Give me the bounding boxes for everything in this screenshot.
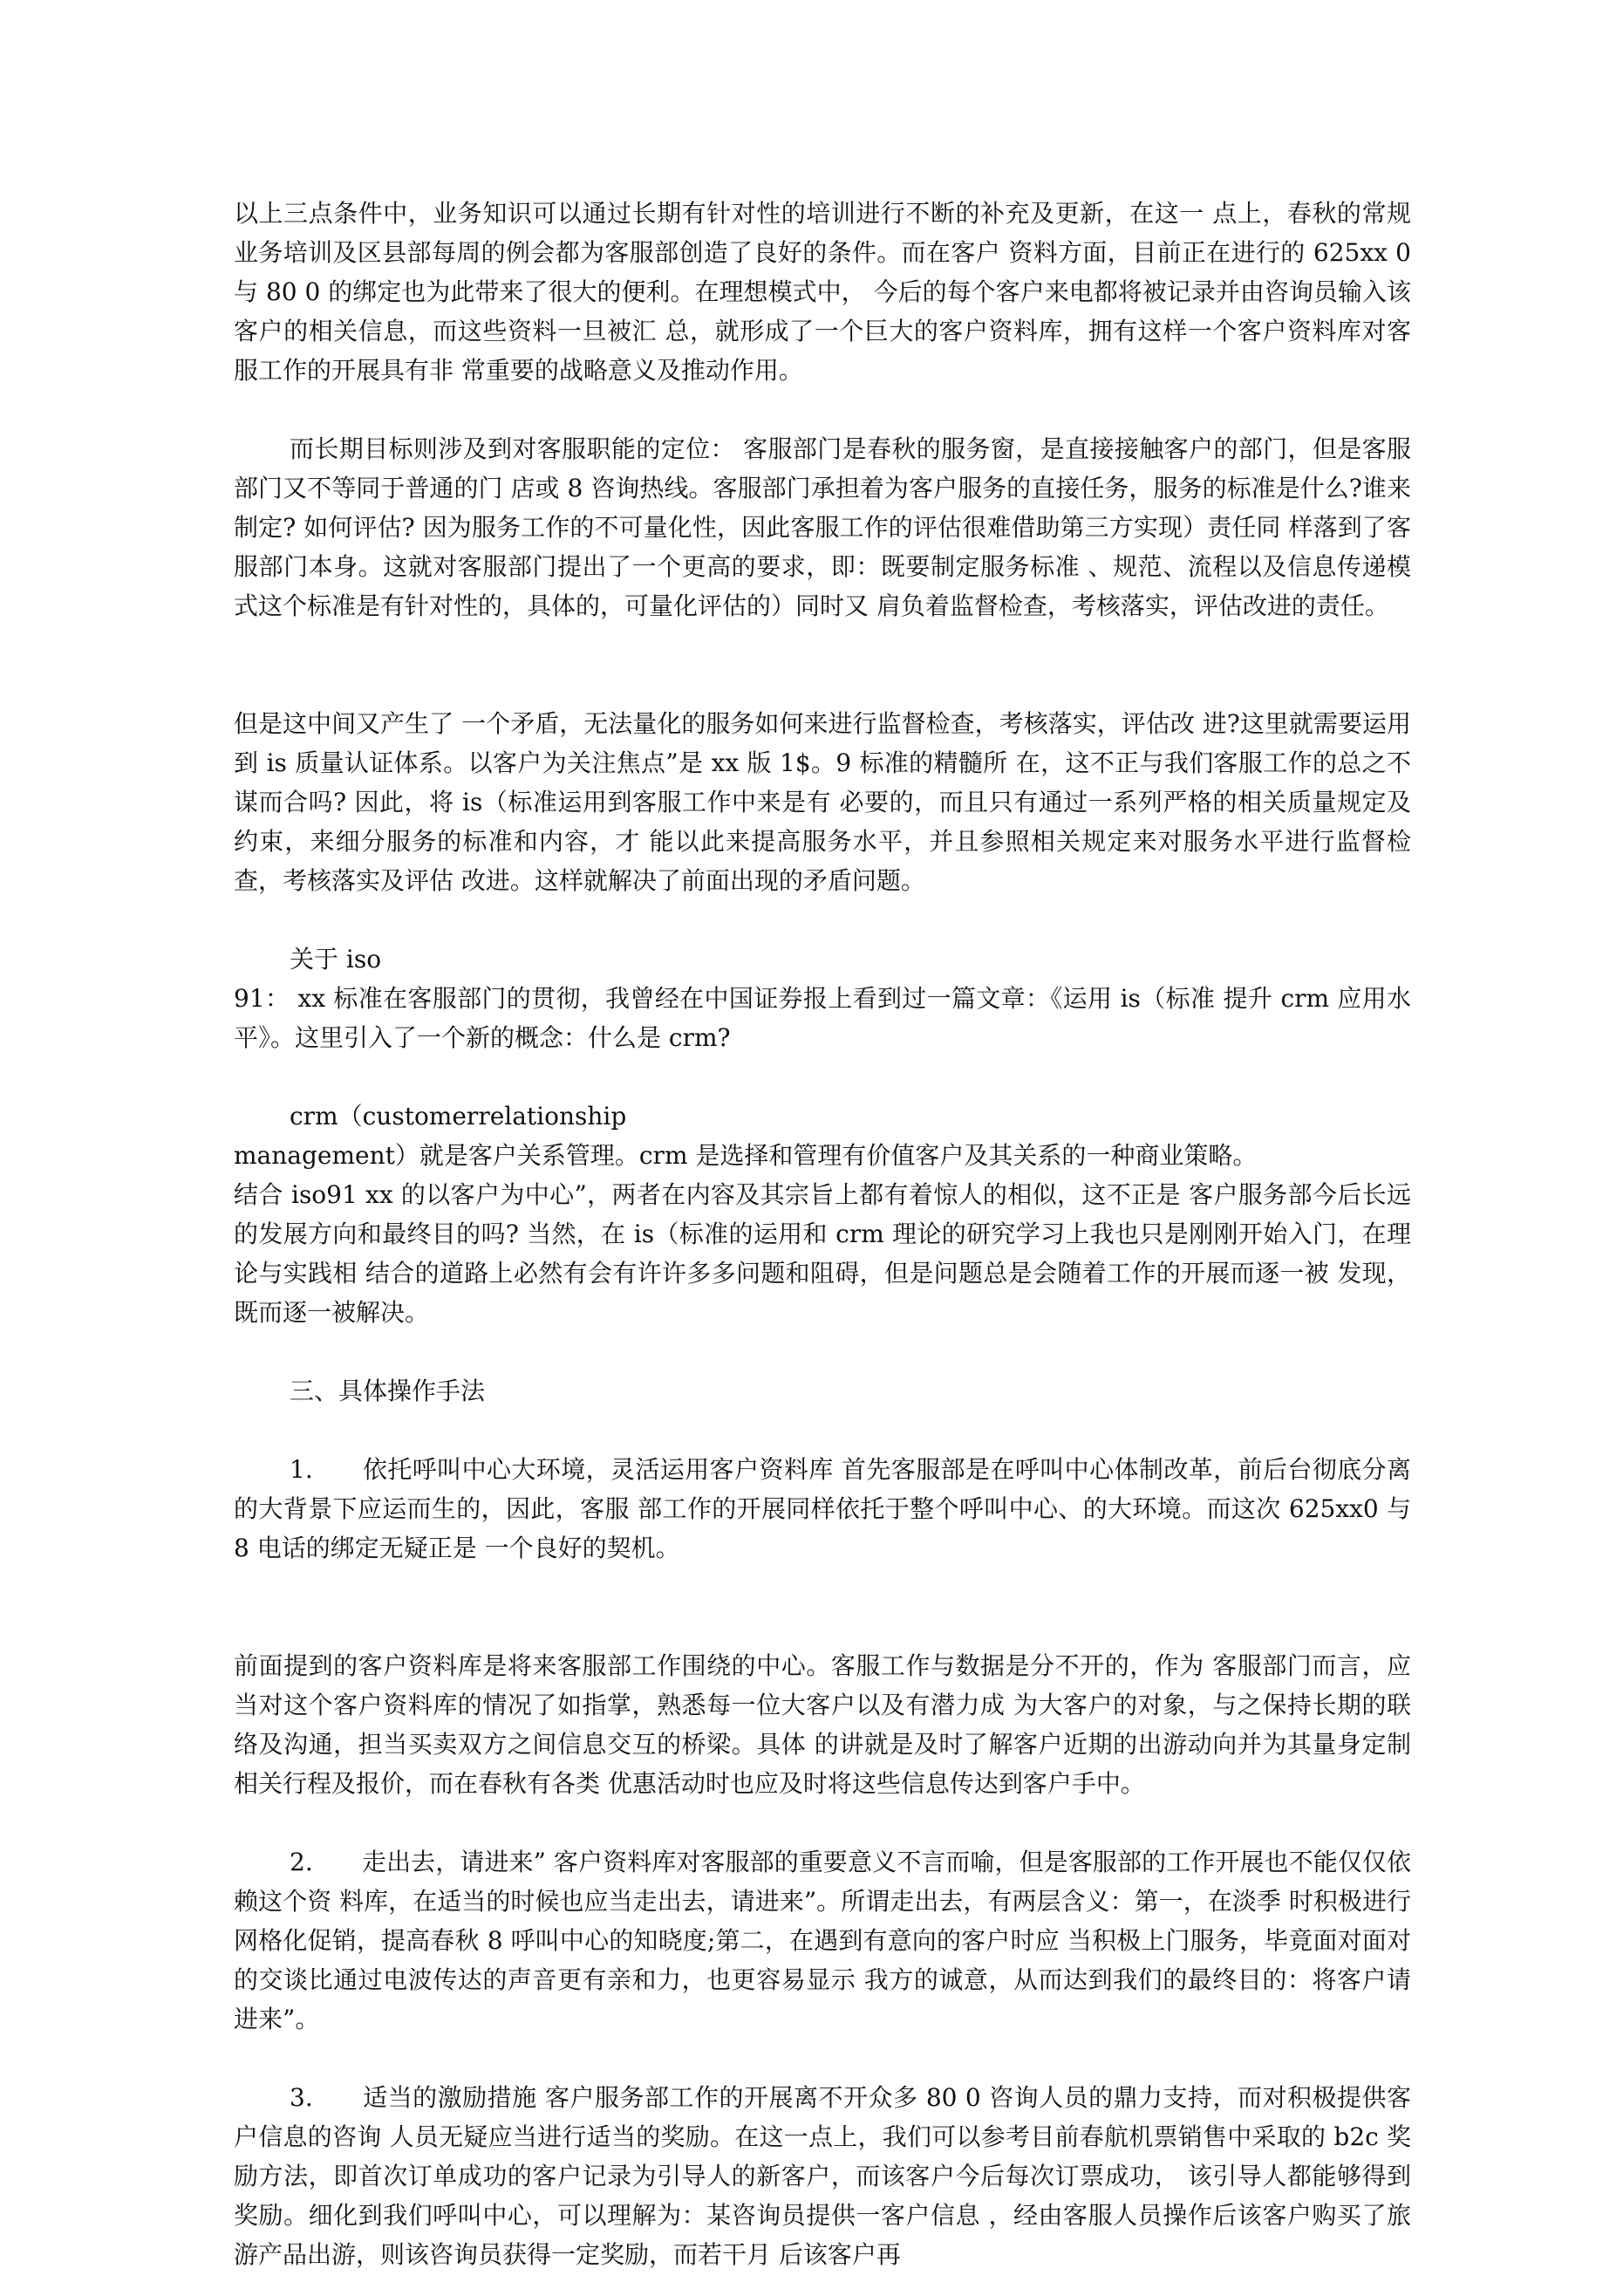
- paragraph-customer-database-conditions: 以上三点条件中，业务知识可以通过长期有针对性的培训进行不断的补充及更新，在这一 点上，春秋的常规业务培训及区县部每周的例会都为客服部创造了良好的条件。而在客户 资料方面，目前正在进行的 625xx 0 与 80 0 的绑定也为此带来了很大的便利。在理想模式中， 今后的每个客户来电都将被记录并由咨询员输入该客户的相关信息，而这些资料一旦被汇 总，就形成了一个巨大的客户资料库，拥有这样一个客户资料库对客服工作的开展具有非 常重要的战略意义及推动作用。: [234, 199, 1411, 385]
- paragraph-line: 关于 iso: [290, 945, 382, 974]
- paragraph-long-term-goal: 而长期目标则涉及到对客服职能的定位： 客服部门是春秋的服务窗，是直接接触客户的部门，但是客服部门又不等同于普通的门 店或 8 咨询热线。客服部门承担着为客户服务的直接任务，服务的标准是什么?谁来制定? 如何评估? 因为服务工作的不可量化性，因此客服工作的评估很难借助第三方实现）责任同 样落到了客服部门本身。这就对客服部门提出了一个更高的要求，即：既要制定服务标准 、规范、流程以及信息传递模式这个标准是有针对性的，具体的，可量化评估的）同时又 肩负着监督检查，考核落实，评估改进的责任。: [234, 434, 1411, 620]
- document-page: [234, 194, 1411, 2274]
- paragraph-line: crm（customerrelationship: [290, 1102, 627, 1131]
- paragraph-crm-definition: [234, 1097, 1411, 1332]
- paragraph-customer-database-center: 前面提到的客户资料库是将来客服部工作围绕的中心。客服工作与数据是分不开的，作为 客服部门而言，应当对这个客户资料库的情况了如指掌，熟悉每一位大客户以及有潜力成 为大客户的对象，与之保持长期的联络及沟通，担当买卖双方之间信息交互的桥梁。具体 的讲就是及时了解客户近期的出游动向并为其量身定制相关行程及报价，而在春秋有各类 优惠活动时也应及时将这些信息传达到客户手中。: [234, 1651, 1411, 1798]
- paragraph-line: management）就是客户关系管理。crm 是选择和管理有价值客户及其关系的一种商业策略。: [234, 1141, 1258, 1170]
- paragraph-about-iso: [234, 940, 1411, 1057]
- paragraph-item-3-incentives: 3. 适当的激励措施 客户服务部工作的开展离不开众多 80 0 咨询人员的鼎力支持，而对积极提供客户信息的咨询 人员无疑应当进行适当的奖励。在这一点上，我们可以参考目前春航机票销售中采取的 b2c 奖励方法，即首次订单成功的客户记录为引导人的新客户，而该客户今后每次订票成功， 该引导人都能够得到奖励。细化到我们呼叫中心，可以理解为：某咨询员提供一客户信息 ，经由客服人员操作后该客户购买了旅游产品出游，则该咨询员获得一定奖励，而若干月 后该客户再: [234, 2083, 1411, 2269]
- paragraph-quality-certification: 但是这中间又产生了 一个矛盾，无法量化的服务如何来进行监督检查，考核落实，评估改 进?这里就需要运用到 is 质量认证体系。以客户为关注焦点”是 xx 版 1$。9 标准的精髓所 在，这不正与我们客服工作的总之不谋而合吗? 因此，将 is（标准运用到客服工作中来是有 必要的，而且只有通过一系列严格的相关质量规定及约束，来细分服务的标准和内容，才 能以此来提高服务水平，并且参照相关规定来对服务水平进行监督检查，考核落实及评估 改进。这样就解决了前面出现的矛盾问题。: [234, 709, 1411, 895]
- paragraph-line: 结合 iso91 xx 的以客户为中心”，两者在内容及其宗旨上都有着惊人的相似，这不正是 客户服务部今后长远的发展方向和最终目的吗? 当然，在 is（标准的运用和 crm 理论的研究学习上我也只是刚刚开始入门，在理论与实践相 结合的道路上必然有会有许许多多问题和阻碍，但是问题总是会随着工作的开展而逐一被 发现，既而逐一被解决。: [234, 1180, 1411, 1327]
- paragraph-line: 91： xx 标准在客服部门的贯彻，我曾经在中国证券报上看到过一篇文章：《运用 is（标准 提升 crm 应用水平》。这里引入了一个新的概念：什么是 crm?: [234, 984, 1411, 1052]
- paragraph-item-2-go-out-invite-in: 2. 走出去，请进来” 客户资料库对客服部的重要意义不言而喻，但是客服部的工作开展也不能仅仅依赖这个资 料库，在适当的时候也应当走出去，请进来”。所谓走出去，有两层含义：第一，在淡季 时积极进行网格化促销，提高春秋 8 呼叫中心的知晓度;第二，在遇到有意向的客户时应 当积极上门服务，毕竟面对面对的交谈比通过电波传达的声音更有亲和力，也更容易显示 我方的诚意，从而达到我们的最终目的：将客户请进来”。: [234, 1848, 1411, 2033]
- paragraph-item-1-call-center: 1. 依托呼叫中心大环境，灵活运用客户资料库 首先客服部是在呼叫中心体制改革，前后台彻底分离的大背景下应运而生的，因此，客服 部工作的开展同样依托于整个呼叫中心、的大环境。而这次 625xx0 与 8 电话的绑定无疑正是 一个良好的契机。: [234, 1455, 1411, 1562]
- section-heading-operation-methods: 三、具体操作手法: [290, 1377, 486, 1405]
